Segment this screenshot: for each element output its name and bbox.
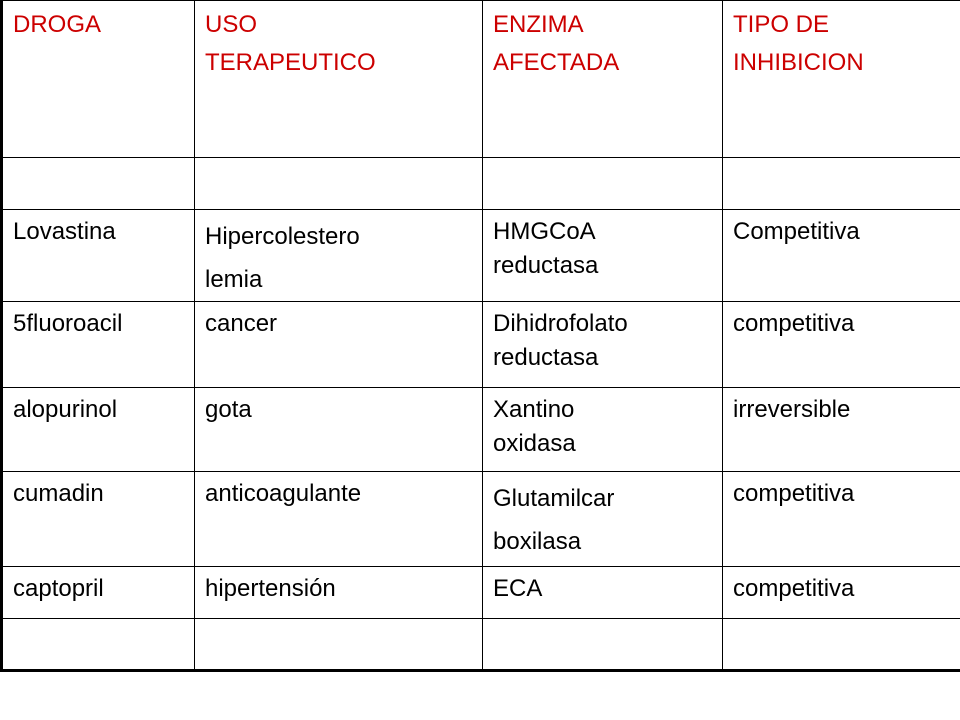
table-cell	[2, 302, 195, 388]
header-label: USO TERAPEUTICO	[205, 11, 376, 76]
table-cell	[483, 619, 723, 671]
cell-text: HMGCoA reductasa	[493, 218, 599, 279]
table-cell	[195, 388, 483, 472]
table-cell	[2, 567, 195, 619]
table-row-empty	[2, 619, 960, 671]
table-cell	[483, 472, 723, 567]
cell-text: anticoagulante	[205, 480, 362, 507]
table-cell	[2, 472, 195, 567]
table-cell	[195, 302, 483, 388]
table-cell	[195, 158, 483, 210]
cell-text: competitiva	[733, 480, 855, 507]
table-row	[2, 388, 960, 472]
header-cell-enzima-afectada	[483, 1, 723, 158]
table-cell	[723, 567, 960, 619]
header-cell-tipo-de-inhibicion	[723, 1, 960, 158]
table-cell	[195, 619, 483, 671]
table-cell	[723, 158, 960, 210]
table-cell	[723, 388, 960, 472]
table-body	[2, 1, 960, 671]
header-label: DROGA	[13, 11, 102, 38]
table-row	[2, 472, 960, 567]
cell-text: Dihidrofolato reductasa	[493, 310, 628, 371]
header-cell-droga	[2, 1, 195, 158]
cell-text: competitiva	[733, 575, 855, 602]
table-header-row	[2, 1, 960, 158]
table-cell	[483, 210, 723, 302]
cell-text: Lovastina	[13, 218, 116, 245]
table-cell	[195, 210, 483, 302]
table-cell	[483, 567, 723, 619]
cell-text: irreversible	[733, 396, 851, 423]
table-cell	[723, 210, 960, 302]
cell-text: cumadin	[13, 480, 104, 507]
table-cell	[723, 302, 960, 388]
header-label: ENZIMA AFECTADA	[493, 11, 620, 76]
table-row	[2, 302, 960, 388]
cell-text: Competitiva	[733, 218, 860, 245]
cell-text: ECA	[493, 575, 543, 602]
cell-text: Xantino oxidasa	[493, 396, 576, 457]
table-row	[2, 567, 960, 619]
header-label: TIPO DE INHIBICION	[733, 11, 864, 76]
cell-text: 5fluoroacil	[13, 310, 123, 337]
table-row	[2, 210, 960, 302]
cell-text: Glutamilcar boxilasa	[493, 485, 615, 555]
cell-text: captopril	[13, 575, 104, 602]
table-cell	[483, 302, 723, 388]
cell-text: gota	[205, 396, 252, 423]
table-cell	[195, 567, 483, 619]
table-cell	[2, 210, 195, 302]
cell-text: competitiva	[733, 310, 855, 337]
table-cell	[483, 388, 723, 472]
table-cell	[723, 619, 960, 671]
cell-text: alopurinol	[13, 396, 118, 423]
table-cell	[2, 388, 195, 472]
table-cell	[2, 619, 195, 671]
cell-text: hipertensión	[205, 575, 336, 602]
table-cell	[195, 472, 483, 567]
table-row-empty	[2, 158, 960, 210]
header-cell-uso-terapeutico	[195, 1, 483, 158]
cell-text: Hipercolestero lemia	[205, 223, 360, 293]
table-cell	[723, 472, 960, 567]
cell-text: cancer	[205, 310, 278, 337]
table-cell	[483, 158, 723, 210]
table-cell	[2, 158, 195, 210]
